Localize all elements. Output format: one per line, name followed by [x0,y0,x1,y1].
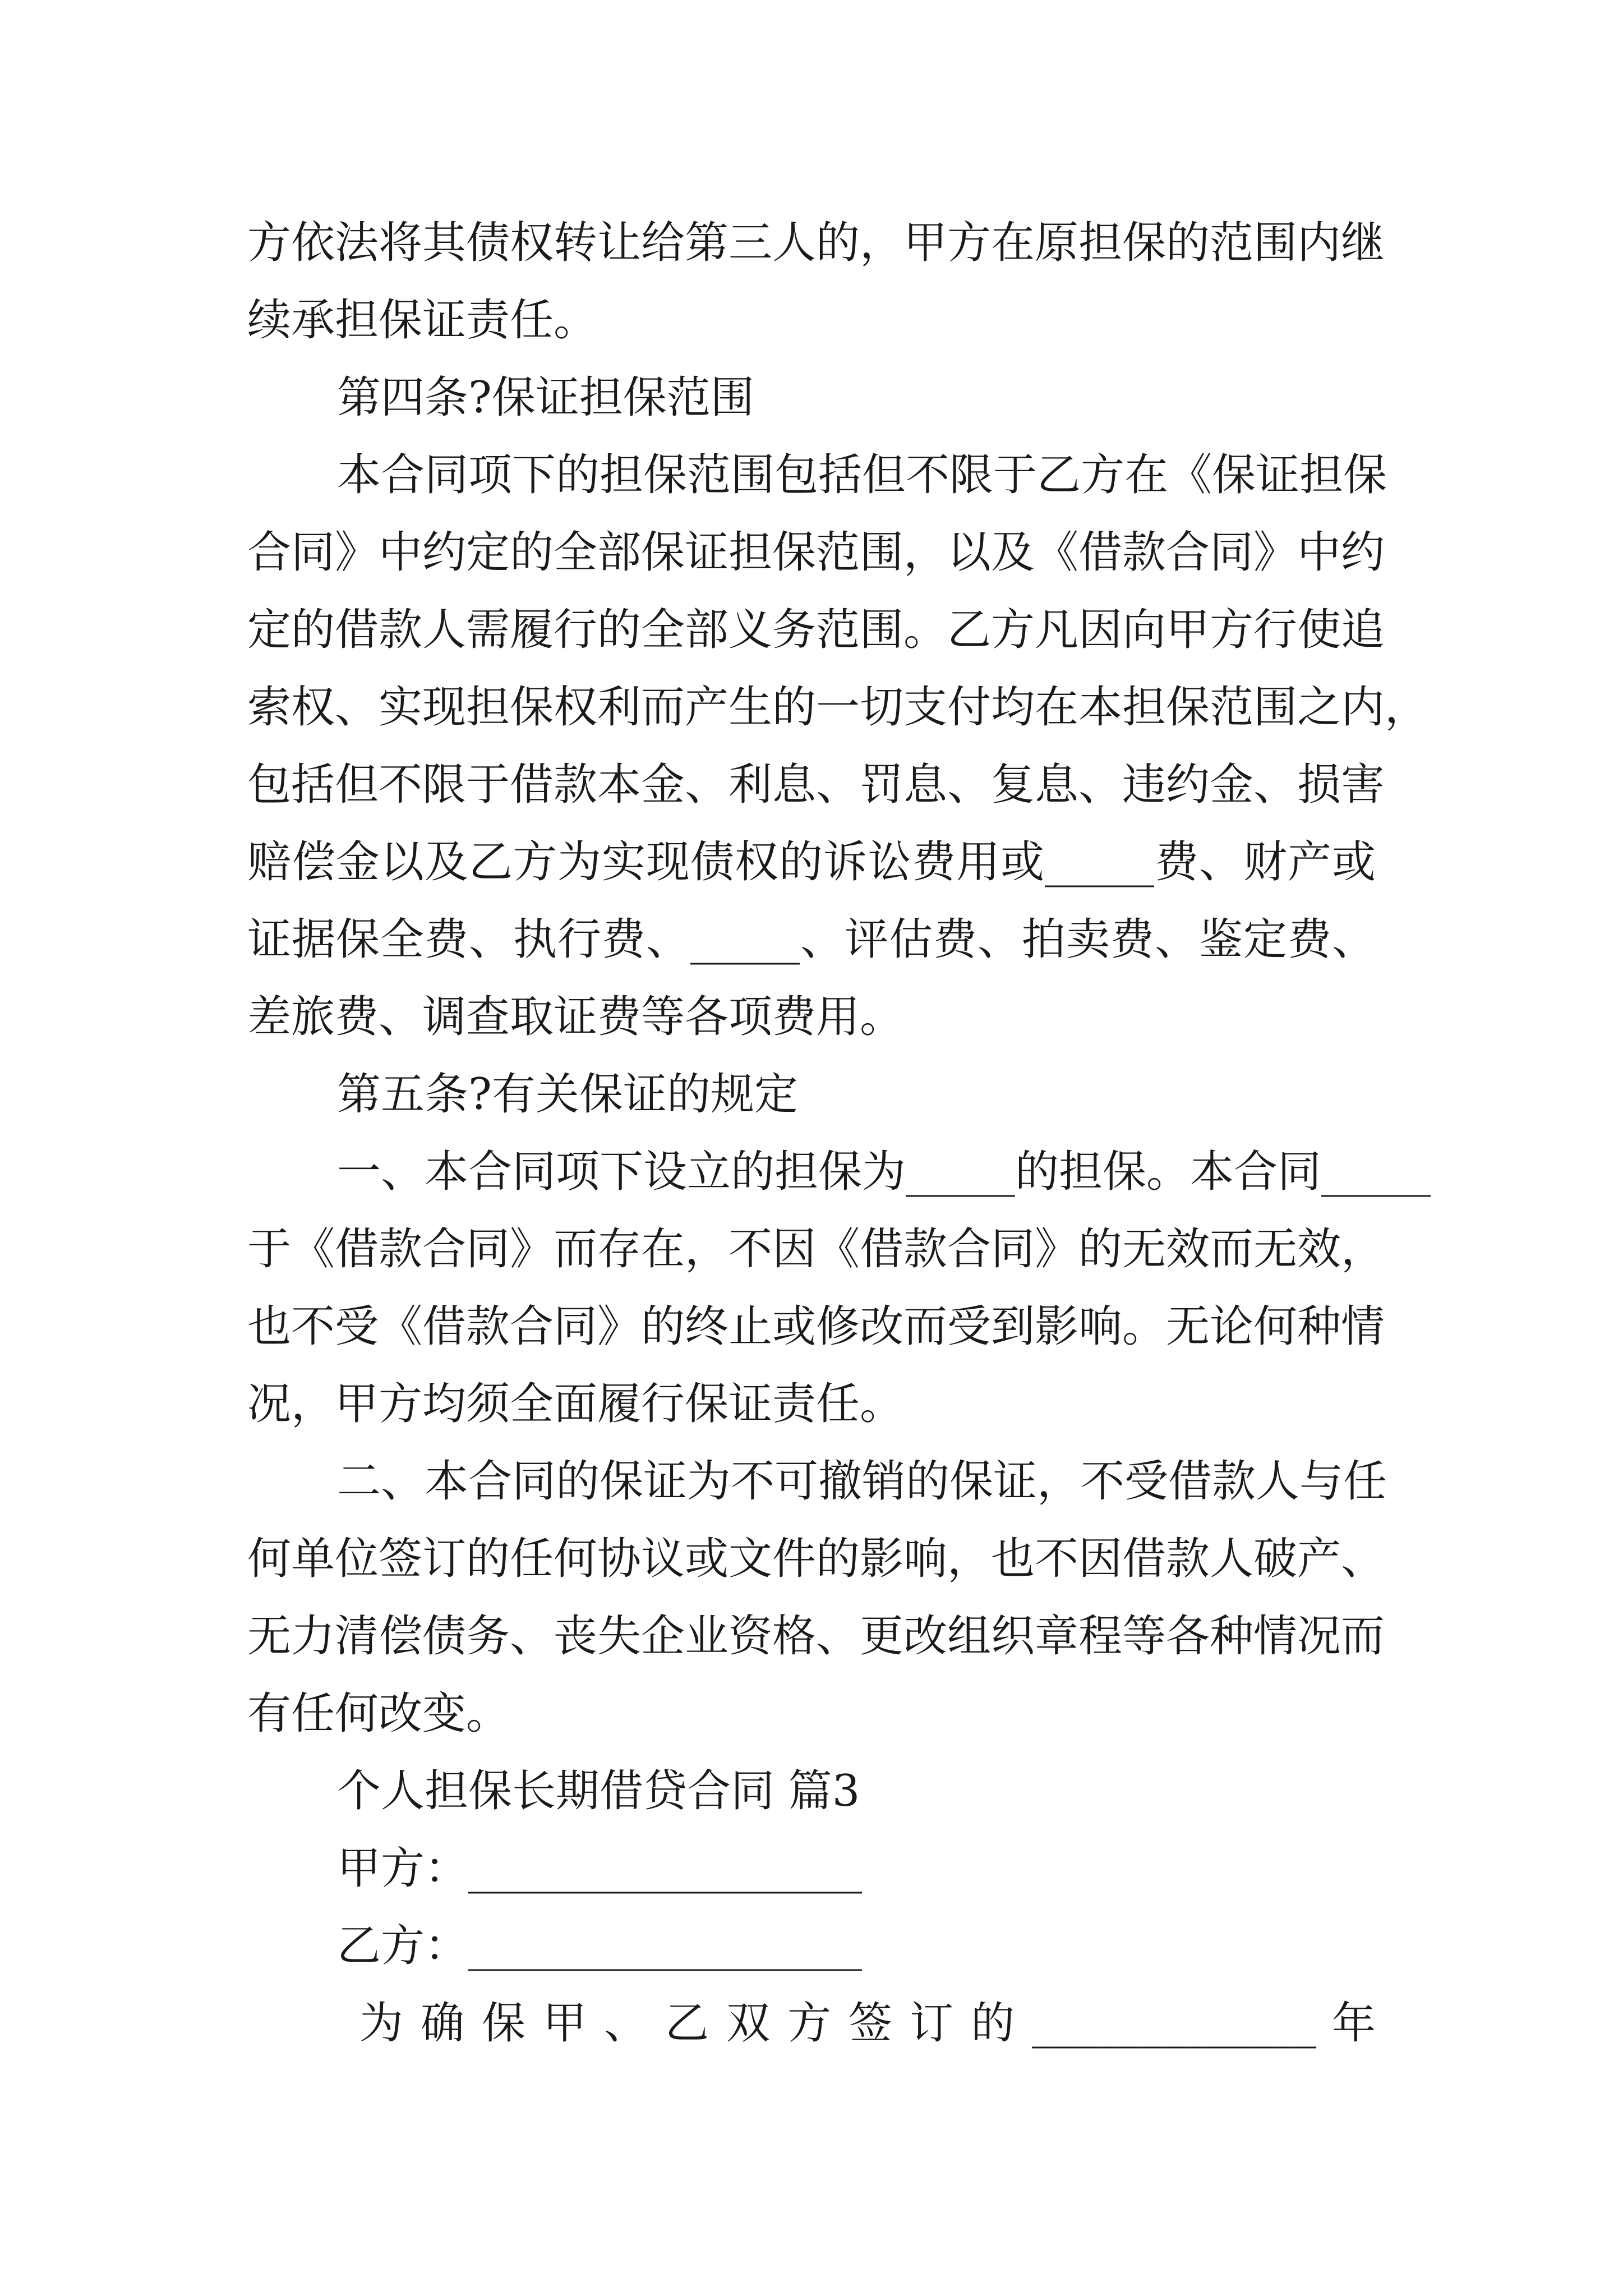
body-text-line: 于《借款合同》而存在，不因《借款合同》的无效而无效， [247,1224,1385,1274]
party-a-field: 甲方：__________________ [337,1843,863,1894]
body-text-line: 续承担保证责任。 [247,295,598,346]
body-text-line: 何单位签订的任何协议或文件的影响，也不因借款人破产、 [247,1534,1385,1584]
body-text-line: 赔偿金以及乙方为实现债权的诉讼费用或_____费、财产或 [247,837,1376,887]
body-text-line: 包括但不限于借款本金、利息、罚息、复息、违约金、损害 [247,760,1385,810]
section-heading: 第四条?保证担保范围 [337,372,754,423]
paragraph-first-line: 一、本合同项下设立的担保为_____的担保。本合同_____ [337,1147,1431,1197]
body-text-line: 无力清偿债务、丧失企业资格、更改组织章程等各种情况而 [247,1611,1385,1662]
section-heading: 个人担保长期借贷合同 篇3 [337,1766,860,1816]
body-text-line: 有任何改变。 [247,1688,510,1739]
body-text-line: 证据保全费、执行费、_____、评估费、拍卖费、鉴定费、 [247,914,1376,965]
body-text-line: 定的借款人需履行的全部义务范围。乙方凡因向甲方行使追 [247,605,1385,655]
body-text-line: 方依法将其债权转让给第三人的，甲方在原担保的范围内继 [247,218,1385,268]
body-text-line: 况，甲方均须全面履行保证责任。 [247,1379,904,1429]
section-heading: 第五条?有关保证的规定 [337,1069,798,1120]
paragraph-first-line: 为 确 保 甲 、 乙 双 方 签 订 的 _____________ 年 [359,1998,1376,2049]
body-text-line: 差旅费、调查取证费等各项费用。 [247,992,904,1042]
body-text-line: 也不受《借款合同》的终止或修改而受到影响。无论何种情 [247,1301,1385,1352]
body-text-line: 索权、实现担保权利而产生的一切支付均在本担保范围之内， [247,682,1429,733]
body-text-line: 合同》中约定的全部保证担保范围，以及《借款合同》中约 [247,527,1385,578]
paragraph-first-line: 二、本合同的保证为不可撤销的保证，不受借款人与任 [337,1456,1387,1507]
paragraph-first-line: 本合同项下的担保范围包括但不限于乙方在《保证担保 [337,450,1387,500]
party-b-field: 乙方：__________________ [337,1921,863,1971]
